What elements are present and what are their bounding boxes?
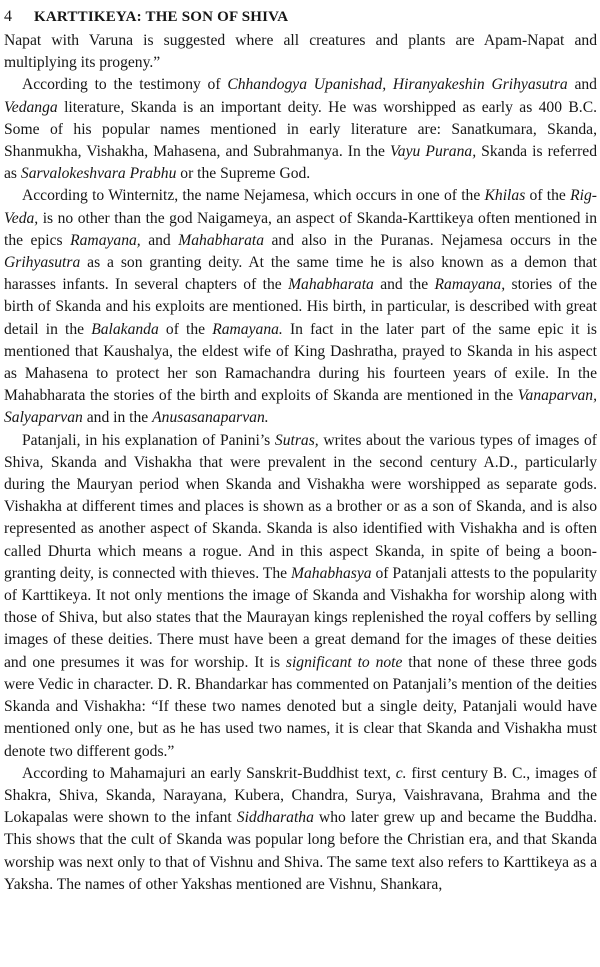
italic-text: Rig-Veda, <box>4 187 597 227</box>
italic-text: significant to note <box>285 653 403 671</box>
paragraph <box>4 30 597 74</box>
text-run: is no other than the god Naigameya, an aspect of Skanda-Karttikeya often mentioned in the epics <box>4 209 597 249</box>
italic-text: Chhandogya Upanishad, Hiranyakeshin Grihyasutra <box>227 76 568 94</box>
paragraph <box>4 74 597 185</box>
text-run: literature, Skanda is an important deity. He was worshipped as early as 400 B.C. Some of his popular names mentioned in early literature are: Sanatkumara, Skanda, Shanmukha, Vishakha, Mahasena, and Subrahmanya. In the <box>4 98 597 161</box>
text-run: According to the testimony of <box>22 76 228 94</box>
text-run: first century B. C., images of Shakra, Shiva, Skanda, Narayana, Kubera, Chandra, Surya, Vaishravana, Brahma and the Lokapalas were shown to the infant <box>4 764 597 827</box>
italic-text: Sarvalokeshvara Prabhu <box>20 165 177 183</box>
italic-text: Vedanga <box>4 98 58 116</box>
text-run: writes about the various types of images of Shiva, Skanda and Vishakha that were prevalent in the second century A.D., particularly during the Mauryan period when Skanda and Vishakha were worshipped as separate gods. Vishakha at different times and places is shown as a brother or as a son of Skanda, and is also represented as another aspect of Skanda. Skanda is also identified with Vishakha and is often called Dhurta which means a rogue. And in this aspect Skanda, in spite of being a boon-granting deity, is connected with thieves. The <box>4 431 597 582</box>
text-run: and in the <box>82 409 153 427</box>
italic-text: Ramayana, <box>434 276 506 294</box>
text-run: stories of the birth of Skanda and his exploits are mentioned. His birth, in particular, is described with great detail in the <box>4 276 598 338</box>
text-run: that none of these three gods were Vedic in character. D. R. Bhandarkar has commented on Patanjali’s mention of the deities Skanda and Vishakha: “If these two names denoted but a single deity, Patanjali would have mentioned only one, but as he has used two names, it is clear that Skanda and Vishakha must denote two different gods.” <box>4 653 597 760</box>
italic-text: Sutras, <box>274 431 319 449</box>
text-run: In fact in the later part of the same epic it is mentioned that Kaushalya, the eldest wife of King Dashratha, prayed to Skanda in his aspect as Mahasena to protect her son Ramachandra during his fourteen years of exile. In the Mahabharata the stories of the birth and exploits of Skanda are mentioned in the <box>4 320 597 405</box>
text-run: and <box>567 76 597 94</box>
text-run: According to Mahamajuri an early Sanskrit-Buddhist text, <box>22 764 396 782</box>
italic-text: Grihyasutra <box>4 254 81 272</box>
text-run: Patanjali, in his explanation of Panini’s <box>22 431 275 449</box>
text-run: Napat with Varuna is suggested where all creatures and plants are Apam-Napat and multiplying its progeny.” <box>4 32 597 72</box>
text-run: of the <box>525 187 571 205</box>
italic-text: Khilas <box>484 187 526 205</box>
text-run: or the Supreme God. <box>176 165 311 183</box>
text-run: who later grew up and became the Buddha. This shows that the cult of Skanda was popular long before the Christian era, and that Skanda worship was next only to that of Vishnu and Shiva. The same text also refers to Karttikeya as a Yaksha. The names of other Yakshas mentioned are Vishnu, Shankara, <box>4 809 597 893</box>
text-run: According to Winternitz, the name Nejamesa, which occurs in one of the <box>22 187 485 205</box>
running-title: KARTTIKEYA: THE SON OF SHIVA <box>34 9 289 25</box>
italic-text: Vanaparvan, Salyaparvan <box>4 387 597 427</box>
text-run: as a son granting deity. At the same time he is also known as a demon that harasses infants. In several chapters of the <box>4 254 597 294</box>
text-run: and also in the Puranas. Nejamesa occurs in the <box>264 231 597 249</box>
italic-text: c. <box>395 764 407 782</box>
italic-text: Ramayana, <box>70 231 141 249</box>
page-number: 4 <box>4 8 13 25</box>
paragraph <box>4 430 597 763</box>
text-run: and <box>140 231 179 249</box>
text-run: of the <box>158 320 213 338</box>
italic-text: Anusasanaparvan. <box>152 409 269 427</box>
italic-text: Mahabhasya <box>290 564 372 582</box>
text-run: of Patanjali attests to the popularity of Karttikeya. It not only mentions the image of Skanda and Vishakha for worship along with those of Shiva, but also states that the Maurayan kings replenished the royal coffers by selling images of these deities. There must have been a great demand for the images of these deities and one presumes it was for worship. It is <box>4 564 597 671</box>
paragraph <box>4 763 597 896</box>
italic-text: Mahabharata <box>178 231 264 249</box>
italic-text: Balakanda <box>91 320 159 338</box>
body-text <box>4 30 597 896</box>
text-run: Skanda is referred as <box>4 143 597 183</box>
italic-text: Siddharatha <box>236 809 314 827</box>
paragraph <box>4 185 597 429</box>
italic-text: Ramayana. <box>212 320 283 338</box>
text-run: and the <box>373 276 435 294</box>
italic-text: Vayu Purana, <box>390 143 477 161</box>
page-header <box>4 6 597 28</box>
italic-text: Mahabharata <box>288 276 374 294</box>
